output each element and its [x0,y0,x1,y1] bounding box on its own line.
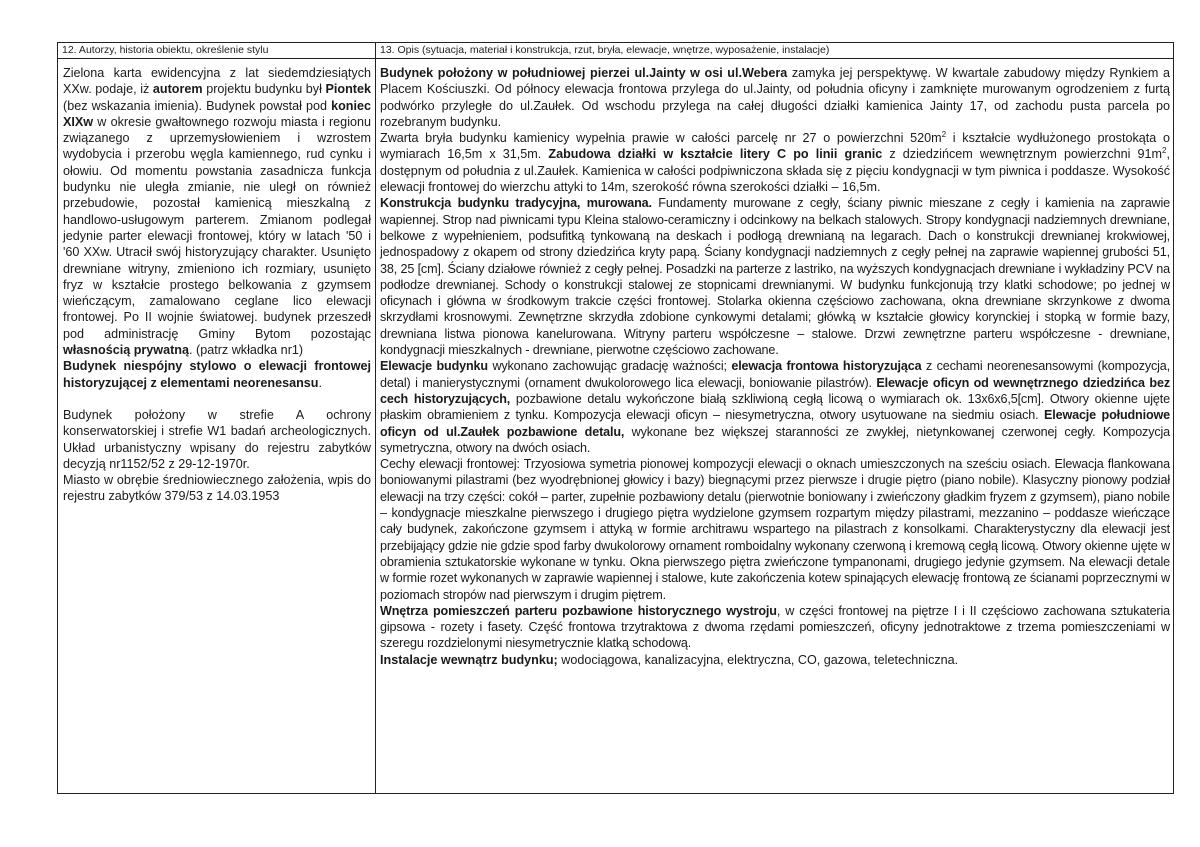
text: . (patrz wkładka nr1) [189,343,304,358]
text: z dziedzińcem wewnętrznym powierzchni 91m [882,147,1163,162]
text: w okresie gwałtownego rozwoju miasta i regionu związanego z uprzemysłowieniem i wzrostem wydobycia i przerobu węgla kamiennego, rud cynku i ołowiu. Od momentu powstania zasadnicza funkcja budynku nie uległa zmianie, nie uległ on również przebudowie, pozostał kamienicą mieszkalną z handlowo-usługowym parterem. Zmianom podlegał jedynie parter elewacji frontowej, który w latach '50 i '60 XXw. Utracił swój historyzujący charakter. Usunięto drewniane witryny, zmieniono ich rozmiary, usunięto fryz w kształcie prostego belkowania z gzymsem wieńczącym, zamalowano ceglane lico elewacji frontowej. Po II wojnie światowej. budynek przeszedł pod administrację Gminy Bytom pozostając [63,114,371,341]
history-column [63,65,371,505]
register-paragraph: Miasto w obrębie średniowiecznego założenia, wpis do rejestru zabytków 379/53 z 14.03.1953 [63,473,371,504]
text: . [318,375,322,390]
bold-text: Zabudowa działki w kształcie litery C po linii granic [548,147,883,162]
bold-text: Elewacje południowe oficyn od ul.Zaułek pozbawione detalu, [380,408,1170,439]
style-paragraph [63,358,371,391]
text: (bez wskazania imienia). Budynek powstał pod [63,98,332,113]
text: zamyka jej perspektywę. W kwartale zabudowy między Rynkiem a Placem Kościuszki. Od północy elewacja frontowa przylega do ul.Jainty, od południa oficyny i zamknięte murowanym ogrodzeniem z furtą podwórko przyległe do ul.Zaułek. Od wschodu przylega na całej długości działki kamienica Jainty 17, od zachodu pusta parcela po rozebranym budynku. [380,66,1170,129]
bold-text: Budynek położony w południowej pierzei ul.Jainty w osi ul.Webera [380,66,788,80]
text: Fundamenty murowane z cegły, ściany piwnic mieszane z cegły i kamienia na zaprawie wapiennej. Strop nad piwnicami typu Kleina stalowo-ceramiczny i odcinkowy na belkach stalowych. Stropy kondygnacji nadziemnych drewniane, belkowe z wypełnieniem, podsufitką tynkowaną na deskach i podłogą drewnianą na legarach. Dach o konstrukcji drewnianej krokwiowej, jednospadowy z okapem od strony dziedzińca kryty papą. Ściany kondygnacji nadziemnych z cegły pełnej na zaprawie wapiennej grubości 51, 38, 25 [cm]. Ściany działowe również z cegły pełnej. Posadzki na parterze z lastriko, na wyższych kondygnacjach drewniane i wykładziny PCV na podłodze drewnianej. Schody o konstrukcji stalowej ze stopnicami drewnianymi. W budynku funkcjonują trzy klatki schodowe; po jednej w oficynach i główna w środkowym trakcie części frontowej. Stolarka okienna częściowo zachowana, okna drewniane skrzynkowe z dwoma skrzydłami krosnowymi. Zewnętrzne skrzydła zdobione cynkowymi detalami; główką w kształcie głowicy korynckiej i stopką w formie bazy, drewniana listwa pionowa kanelurowana. Witryny parteru współczesne – stalowe. Drzwi zewnętrzne parteru współczesne - drewniane, kondygnacji mieszkalnych - drewniane, pierwotne częściowo zachowane. [380,196,1170,358]
bold-text: własnością prywatną [63,343,189,358]
text: wykonano zachowując gradację ważności; [487,359,732,374]
header-divider [58,58,1173,59]
text: Zwarta bryła budynku kamienicy wypełnia prawie w całości parcelę nr 27 o powierzchni 520m [380,131,942,146]
installations-paragraph [380,652,1170,668]
section-13-header: 13. Opis (sytuacja, materiał i konstrukcja, rzut, bryła, elewacje, wnętrze, wyposażenie, instalacje) [380,44,830,56]
record-card-frame [57,42,1174,794]
text: projektu budynku był [202,82,326,97]
text: i kształcie wydłużonego prostokąta o wymiarach 16,5m x 31,5m. [380,131,1170,162]
bold-text: autorem [152,82,203,97]
text: wykonane bez większej staranności ze zwykłej, nietynkowanej czerwonej cegły. Kompozycja symetryczna, otwory na dwóch osiach. [380,424,1170,455]
elevations-paragraph [380,358,1170,456]
location-paragraph [380,65,1170,130]
text: , dostępnym od południa z ul.Zaułek. Kamienica w całości podpiwniczona składa się z pięciu kondygnacji w tym piwnica i poddasze. Wysokość elewacji frontowej do wierzchu attyki to 14m, szerokość równa szerokości działki – 16,5m. [380,147,1170,195]
bold-text: Elewacje budynku [380,359,488,374]
superscript: 2 [1162,146,1167,156]
interiors-paragraph [380,603,1170,652]
text: Zielona karta ewidencyjna z lat siedemdziesiątych XXw. podaje, iż [63,66,371,97]
front-elevation-features-paragraph: Cechy elewacji frontowej: Trzyosiowa symetria pionowej kompozycji elewacji o oknach umieszczonych na sześciu osiach. Elewacja flankowana boniowanymi pilastrami (bez wyodrębnionej głowicy i bazy) biegnącymi przez pierwsze i drugie piętro (piano nobile). Klasyczny pionowy podział elewacji na trzy części: cokół – parter, zupełnie pozbawiony detalu (pierwotnie boniowany i zwieńczony gładkim fryzem z gzymsem), piano nobile – kondygnacje mieszkalne pierwszego i drugiego piętra wydzielone gzymsem rozpartym między pilastrami, mezzanino – poddasze wieńczące cały budynek, zakończone gzymsem i attyką w formie architrawu wspartego na pilastrach z konsolkami. Charakterystyczny dla elewacji jest przebijający gdzie nie gdzie spod farby dwukolorowy ornament romboidalny wykonany czerwoną i kremową cegłą licową. Otwory okienne ujęte w obramienia sztukatorskie wykonane w tynku. Okna pierwszego piętra zwieńczone tympanonami, drugiego jedynie gzymsem. Na elewacji detale w formie rozet wykonanych w zaprawie wapiennej i stalowe, kute zakończenia kotew spinających elewację frontową ze ścianami poprzecznymi w poziomach stropów nad pierwszym i drugim piętrem. [380,457,1170,602]
text: , w części frontowej na piętrze I i II częściowo zachowana sztukateria gipsowa - rozety i fasety. Część frontowa trzytraktowa z dwoma rzędami pomieszczeń, oficyny jednotraktowe z trzema pomieszczeniami w szeregu rozdzielonymi niesymetrycznie klatką schodową. [380,603,1170,651]
protection-zone-paragraph: Budynek położony w strefie A ochrony konserwatorskiej i strefie W1 badań archeologicznych. Układ urbanistyczny wpisany do rejestru zabytków decyzją nr1152/52 z 29-12-1970r. [63,407,371,471]
bold-text: Elewacje oficyn od wewnętrznego dziedzińca bez cech historyzujących, [380,375,1170,406]
bold-text: Wnętrza pomieszczeń parteru pozbawione historycznego wystroju [380,603,777,618]
bold-text: Konstrukcja budynku tradycyjna, murowana. [380,196,652,211]
massing-paragraph [380,130,1170,195]
history-paragraph [63,65,371,358]
text: pozbawione detalu wykończone białą szkliwioną cegłą licową o wymiarach ok. 13x6x6,5[cm]. Otwory okienne ujęte płaskim obramieniem z tynku. Kompozycja elewacji oficyn – niesymetryczna, otwory usytuowane na siedmiu osiach. [380,391,1170,423]
description-column [380,65,1170,668]
bold-text: koniec XIXw [63,98,371,129]
superscript: 2 [941,130,947,139]
bold-text: elewacja frontowa historyzująca [731,359,922,374]
bold-text: Instalacje wewnątrz budynku; [380,652,558,667]
section-12-header: 12. Autorzy, historia obiektu, określenie stylu [62,44,269,56]
bold-text: Piontek [325,82,371,97]
style-statement: Budynek niespójny stylowo o elewacji frontowej historyzującej z elementami neorenesansu [63,359,371,390]
column-divider [375,43,376,793]
construction-paragraph [380,195,1170,358]
text: z cechami neorenesansowymi (kompozycja, detal) i manierystycznymi (ornament dwukolorowego lica elewacji, boniowanie pilastrów). [380,359,1170,390]
text: wodociągowa, kanalizacyjna, elektryczna, CO, gazowa, teletechniczna. [557,652,959,667]
